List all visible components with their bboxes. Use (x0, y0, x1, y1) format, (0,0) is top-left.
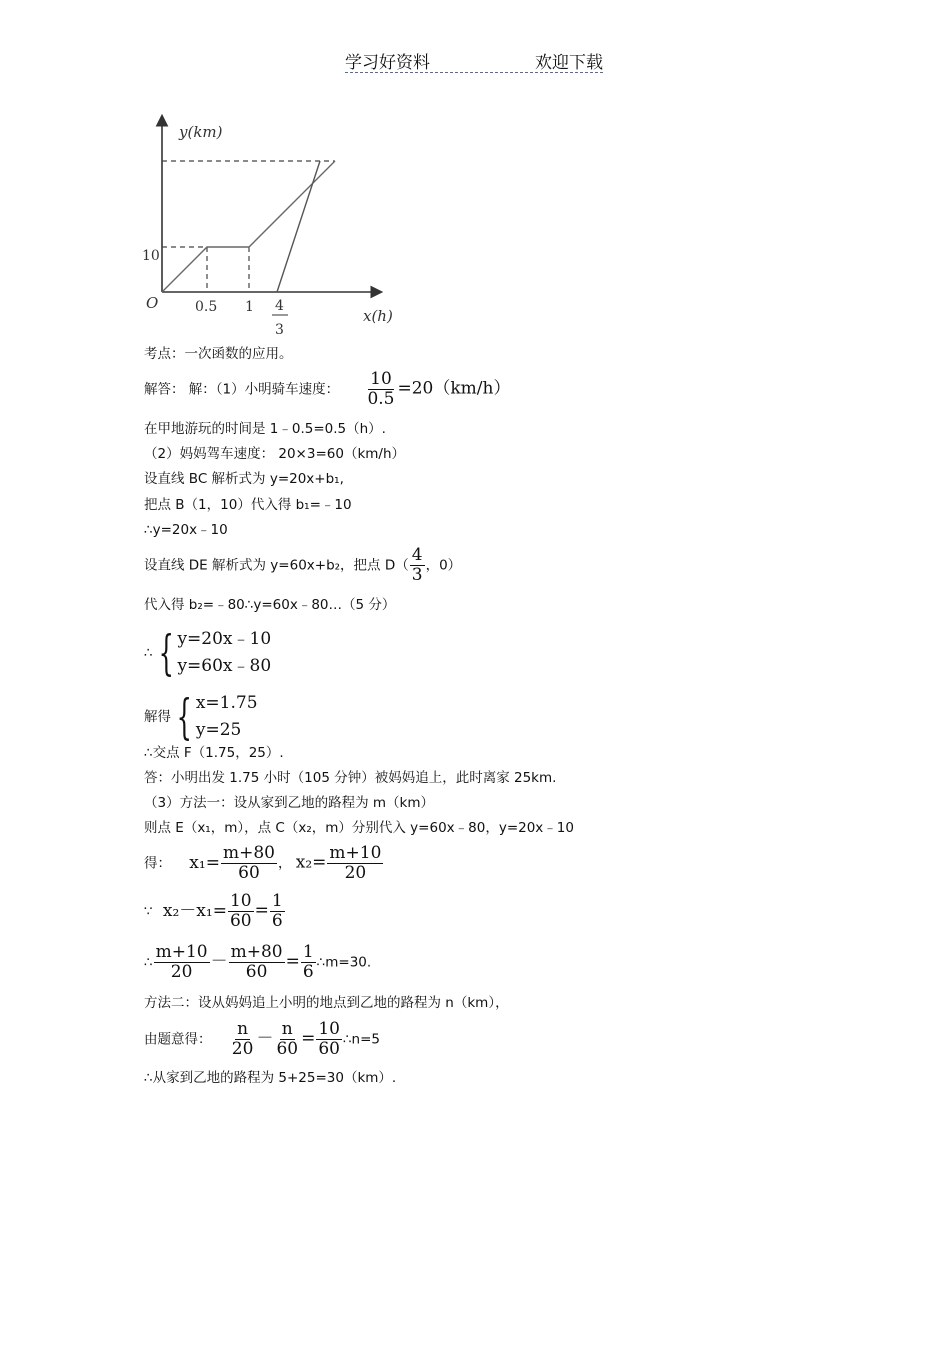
line-method-1: （3）方法一：设从家到乙地的路程为 m（km） (144, 795, 434, 811)
fraction-4-over-3 (410, 546, 425, 585)
frac-den: 6 (302, 962, 314, 982)
equation-system-1 (157, 626, 271, 680)
line-answer-1 (144, 370, 510, 409)
de-point-tail: ，0） (425, 557, 462, 574)
speed-result: =20（km/h） (397, 378, 511, 399)
answer-1-label: 解答： 解：（1）小明骑车速度： (144, 381, 340, 398)
xiaoming-line (162, 161, 335, 292)
solve-label: 解得 (144, 709, 171, 725)
because-symbol: ∵ (144, 903, 153, 920)
line-solve-m (144, 943, 371, 982)
fraction-1-6 (270, 892, 285, 931)
distance-time-graph (135, 112, 415, 347)
equation-row: x=1.75 (195, 693, 258, 713)
equation-row: y=60x﹣80 (177, 656, 272, 676)
frac-num: 10 (318, 1019, 340, 1039)
mom-line (277, 161, 320, 292)
x-tick-0.5: 0.5 (195, 299, 218, 315)
equation-row: y=25 (195, 720, 242, 740)
x-axis-label: x(h) (363, 307, 393, 325)
frac-den: 60 (318, 1039, 340, 1059)
x-tick-4-3-num: 4 (275, 298, 284, 314)
frac-den: 60 (229, 911, 252, 931)
line-substitute-b: 把点 B（1，10）代入得 b₁=﹣10 (144, 497, 352, 513)
de-label: 得： (144, 855, 171, 872)
equation-system-2 (175, 690, 257, 744)
fraction-m80-60 (229, 943, 285, 982)
line-bc-result: ∴y=20x﹣10 (144, 522, 228, 538)
problem-statement-label: 由题意得： (144, 1031, 212, 1048)
x-tick-4-3-den: 3 (275, 322, 284, 338)
minus-sign: － (256, 1028, 274, 1049)
minus-sign: － (210, 951, 228, 972)
frac-den: 0.5 (367, 389, 395, 409)
x-tick-1: 1 (245, 299, 254, 315)
frac-num: n (281, 1019, 293, 1039)
equals-sign: = (254, 900, 269, 921)
line-x2-minus-x1 (144, 892, 286, 931)
fraction-10-60 (316, 1020, 342, 1059)
separator: ， (277, 855, 292, 872)
line-de-expression (144, 546, 461, 585)
left-brace: { (158, 625, 174, 681)
line-de-result: 代入得 b₂=﹣80∴y=60x﹣80…（5 分） (144, 597, 396, 613)
frac-num: m+10 (155, 942, 208, 962)
line-mom-speed: （2）妈妈驾车速度： 20×3=60（km/h） (144, 446, 406, 462)
n-result: ∴n=5 (342, 1031, 381, 1048)
fraction-n-60 (274, 1020, 300, 1059)
line-method-2: 方法二：设从妈妈追上小明的地点到乙地的路程为 n（km）， (144, 995, 509, 1011)
line-solution-system (144, 690, 258, 744)
fraction-m10-20 (154, 943, 210, 982)
fraction-1-6 (301, 943, 316, 982)
frac-num: 4 (411, 545, 423, 565)
frac-den: 20 (170, 962, 193, 982)
equation-row: y=20x﹣10 (177, 629, 272, 649)
frac-den: 6 (271, 911, 283, 931)
x1-label: x₁= (189, 852, 220, 873)
line-bc-expression: 设直线 BC 解析式为 y=20x+b₁, (144, 471, 344, 487)
fraction-n-20 (230, 1020, 256, 1059)
frac-num: n (237, 1019, 249, 1039)
frac-num: 1 (302, 942, 314, 962)
fraction-10-60 (228, 892, 254, 931)
fraction-m10-20 (327, 844, 383, 883)
origin-label: O (146, 294, 159, 312)
line-answer-2: 答：小明出发 1.75 小时（105 分钟）被妈妈追上，此时离家 25km. (144, 770, 557, 786)
page-header (345, 48, 603, 73)
line-points-e-c: 则点 E（x₁，m），点 C（x₂，m）分别代入 y=60x﹣80，y=20x﹣10 (144, 820, 574, 836)
fraction-m80-60 (221, 844, 277, 883)
frac-num: 1 (271, 891, 283, 911)
m-result: ∴m=30. (316, 954, 372, 971)
frac-den: 60 (238, 863, 260, 883)
frac-num: m+80 (222, 843, 275, 863)
frac-num: 10 (370, 369, 392, 389)
line-final-answer: ∴从家到乙地的路程为 5+25=30（km）. (144, 1070, 397, 1086)
left-brace: { (176, 689, 193, 745)
line-intersection: ∴交点 F（1.75，25）. (144, 745, 284, 761)
line-x1-x2 (144, 844, 384, 883)
y-axis-label: y(km) (179, 123, 223, 141)
line-play-time: 在甲地游玩的时间是 1﹣0.5=0.5（h）. (144, 421, 386, 437)
y-tick-10: 10 (142, 248, 160, 264)
header-left: 学习好资料 (345, 53, 430, 73)
fraction-10-over-0.5 (365, 370, 396, 409)
therefore-symbol: ∴ (144, 645, 153, 661)
frac-num: 10 (229, 891, 252, 911)
de-label: 设直线 DE 解析式为 y=60x+b₂，把点 D（ (144, 557, 409, 574)
frac-num: m+80 (230, 942, 283, 962)
frac-num: m+10 (329, 843, 382, 863)
frac-den: 3 (411, 565, 423, 585)
x2-label: x₂= (295, 852, 327, 873)
equals-sign: = (285, 951, 300, 972)
line-solve-n (144, 1020, 380, 1059)
line-equation-system (144, 626, 271, 680)
line-kaodian: 考点：一次函数的应用。 (144, 346, 293, 362)
frac-den: 60 (276, 1039, 299, 1059)
frac-den: 20 (231, 1039, 254, 1059)
difference-expression: x₂－x₁= (162, 900, 227, 921)
frac-den: 60 (245, 962, 268, 982)
header-right: 欢迎下载 (535, 53, 603, 73)
frac-den: 20 (344, 863, 367, 883)
equals-sign: = (301, 1028, 316, 1049)
therefore-symbol: ∴ (144, 954, 153, 971)
